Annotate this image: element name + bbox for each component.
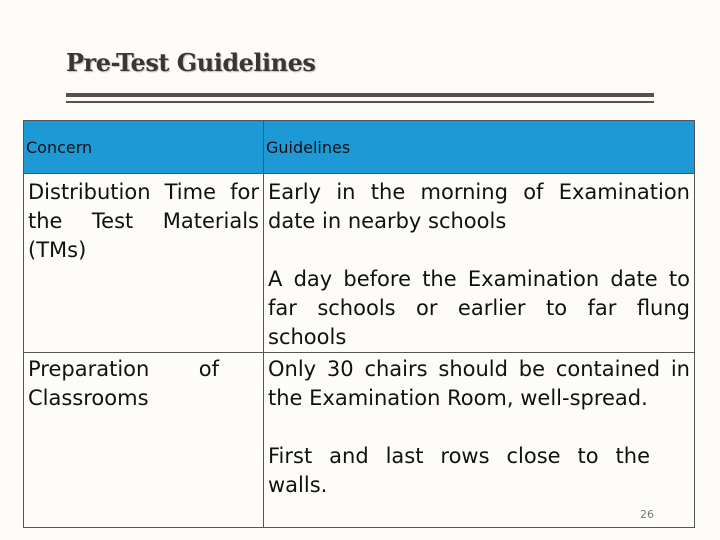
concern-text: Distribution Time for the Test Materials (TMs) [28,180,259,262]
guideline-text: Only 30 chairs should be contained in the Examination Room, well-spread. [268,357,690,410]
header-concern: Concern [24,121,264,174]
concern-cell [24,353,264,528]
guideline-cell [264,174,695,353]
guideline-cell [264,353,695,528]
guideline-text: Early in the morning of Examination date in nearby schools [268,180,690,233]
concern-cell [24,174,264,353]
table-header-row [24,121,695,174]
table-row [24,353,695,528]
guideline-text: A day before the Examination date to far schools or earlier to far flung schools [268,267,690,349]
guidelines-table [23,120,695,528]
concern-text: Preparation of Classrooms [28,357,219,410]
title-rule-thick [66,93,654,97]
slide-title: Pre-Test Guidelines [66,48,316,77]
page-number: 26 [640,508,654,521]
table-row [24,174,695,353]
guideline-text: First and last rows close to the walls. [268,444,650,497]
header-guidelines: Guidelines [264,121,695,174]
title-rule-thin [66,101,654,103]
